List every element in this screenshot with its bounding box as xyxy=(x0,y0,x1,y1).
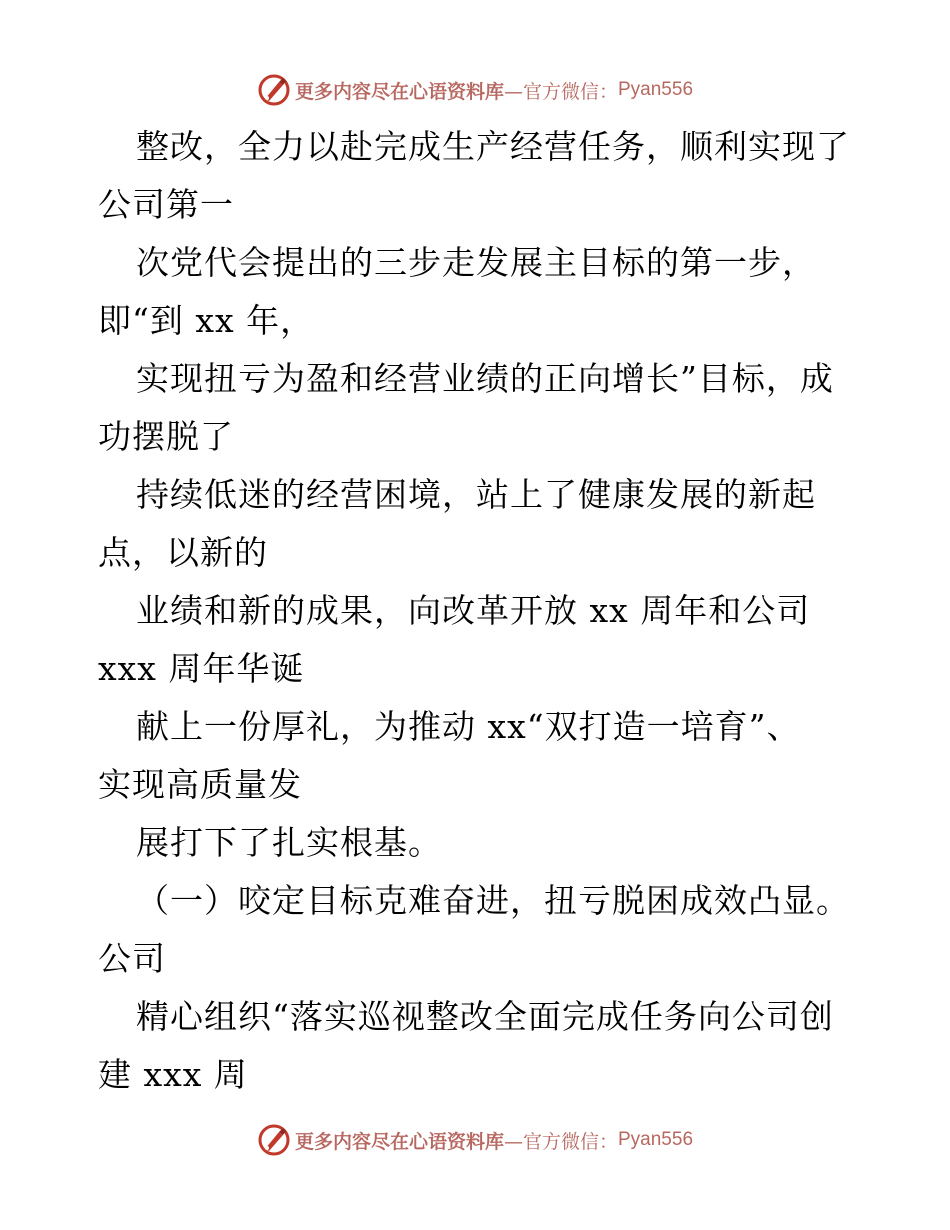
paragraph-line: 公司 xyxy=(98,939,166,978)
footer-banner-subtitle: —官方微信： xyxy=(503,1130,618,1153)
paragraph-line: 公司第一 xyxy=(98,185,234,224)
document-body xyxy=(98,118,858,1104)
paragraph-line: 精心组织“落实巡视整改全面完成任务向公司创 xyxy=(136,997,834,1036)
paragraph-line: xxx 周年华诞 xyxy=(98,649,305,688)
paragraph-line: 业绩和新的成果，向改革开放 xx 周年和公司 xyxy=(136,591,811,630)
paragraph-line: 展打下了扎实根基。 xyxy=(136,823,442,862)
footer-banner xyxy=(0,1120,950,1160)
footer-banner-wechat-id: Pyan556 xyxy=(618,1129,694,1150)
paragraph-line: 点，以新的 xyxy=(98,533,268,572)
header-banner-subtitle: —官方微信： xyxy=(503,80,618,103)
paragraph-line: 即“到 xx 年， xyxy=(98,301,315,340)
header-banner-title: 更多内容尽在心语资料库 xyxy=(294,80,504,103)
paragraph-line: 功摆脱了 xyxy=(98,417,234,456)
paragraph-line: 持续低迷的经营困境，站上了健康发展的新起 xyxy=(136,475,816,514)
paragraph-line: 实现高质量发 xyxy=(98,765,302,804)
paragraph-line: 次党代会提出的三步走发展主目标的第一步， xyxy=(136,243,816,282)
pen-circle-logo-icon xyxy=(257,1123,291,1157)
footer-banner-title: 更多内容尽在心语资料库 xyxy=(294,1130,504,1153)
footer-banner-inner xyxy=(257,1120,693,1160)
pen-circle-logo-icon xyxy=(257,73,291,107)
paragraph-line: 建 xxx 周 xyxy=(98,1055,248,1094)
paragraph-line: 整改，全力以赴完成生产经营任务，顺利实现了 xyxy=(136,127,850,166)
header-banner-inner xyxy=(257,70,693,110)
paragraph-line: 献上一份厚礼，为推动 xx“双打造一培育”、 xyxy=(136,707,801,746)
paragraph-line: 实现扭亏为盈和经营业绩的正向增长”目标，成 xyxy=(136,359,834,398)
section-heading-line: （一）咬定目标克难奋进，扭亏脱困成效凸显。 xyxy=(136,881,850,920)
header-banner xyxy=(0,70,950,110)
header-banner-wechat-id: Pyan556 xyxy=(618,79,694,100)
